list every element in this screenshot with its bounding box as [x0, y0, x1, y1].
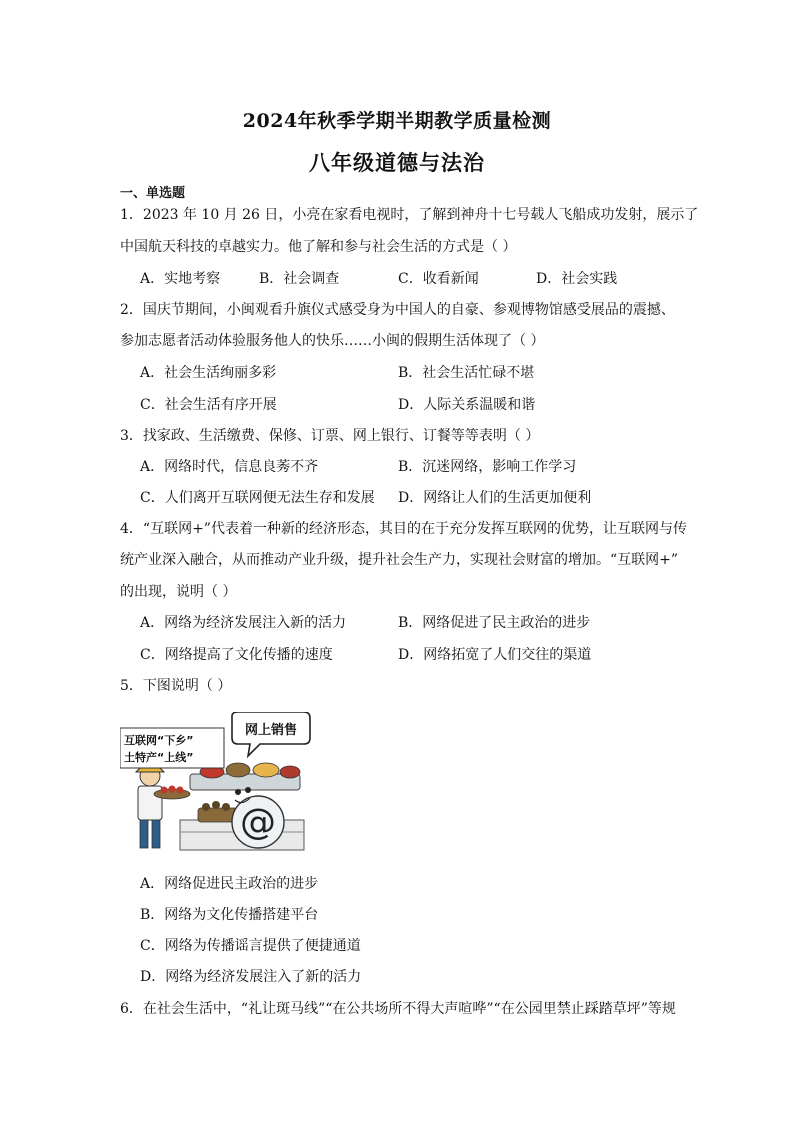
- q3-option-a: A．网络时代，信息良莠不齐: [140, 459, 319, 475]
- q4-option-c: C．网络提高了文化传播的速度: [140, 647, 333, 663]
- question-3-line-1: 3．找家政、生活缴费、保修、订票、网上银行、订餐等等表明（ ）: [120, 428, 540, 444]
- q1-option-d: D．社会实践: [536, 271, 618, 287]
- q1-option-c: C．收看新闻: [398, 271, 479, 287]
- q3-option-d: D．网络让人们的生活更加便利: [398, 490, 592, 506]
- q5-option-b: B．网络为文化传播搭建平台: [140, 907, 319, 923]
- sign-text-line-1: 互联网“下乡”: [124, 734, 194, 747]
- q1-option-a: A．实地考察: [140, 271, 221, 287]
- exam-subtitle: 八年级道德与法治: [309, 150, 485, 175]
- q5-option-c: C．网络为传播谣言提供了便捷通道: [140, 938, 361, 954]
- question-1-line-2: 中国航天科技的卓越实力。他了解和参与社会生活的方式是（ ）: [120, 239, 517, 255]
- question-4-line-1: 4．“互联网+”代表着一种新的经济形态，其目的在于充分发挥互联网的优势，让互联网与传: [120, 521, 687, 537]
- exam-title: 2024年秋季学期半期教学质量检测: [242, 110, 552, 132]
- q2-option-a: A．社会生活绚丽多彩: [140, 365, 277, 381]
- q4-option-d: D．网络拓宽了人们交往的渠道: [398, 647, 592, 663]
- speech-bubble-text: 网上销售: [244, 723, 298, 738]
- q1-option-b: B．社会调查: [259, 271, 340, 287]
- q3-option-b: B．沉迷网络，影响工作学习: [398, 459, 577, 475]
- question-2-line-1: 2．国庆节期间，小闽观看升旗仪式感受身为中国人的自豪、参观博物馆感受展品的震撼、: [120, 302, 675, 318]
- sign-text-line-2: 土特产“上线”: [124, 751, 194, 764]
- question-4-line-3: 的出现，说明（ ）: [120, 584, 237, 600]
- q2-option-c: C．社会生活有序开展: [140, 397, 277, 413]
- question-5-line-1: 5．下图说明（ ）: [120, 678, 232, 694]
- at-sign-icon: @: [240, 802, 276, 843]
- q5-option-d: D．网络为经济发展注入了新的活力: [140, 969, 362, 985]
- question-1-line-1: 1．2023 年 10 月 26 日，小亮在家看电视时，了解到神舟十七号载人飞船成功发射，展示了: [120, 207, 699, 223]
- q3-option-c: C．人们离开互联网便无法生存和发展: [140, 490, 375, 506]
- question-6-line-1: 6．在社会生活中，“礼让斑马线”“在公共场所不得大声喧哗”“在公园里禁止踩踏草坪”等规: [120, 1001, 676, 1017]
- question-4-line-2: 统产业深入融合，从而推动产业升级，提升社会生产力，实现社会财富的增加。“互联网+”: [120, 552, 679, 568]
- q4-option-b: B．网络促进了民主政治的进步: [398, 615, 591, 631]
- q2-option-d: D．人际关系温暖和谐: [398, 397, 536, 413]
- question-2-line-2: 参加志愿者活动体验服务他人的快乐……小闽的假期生活体现了（ ）: [120, 333, 545, 349]
- section-heading: 一、单选题: [120, 186, 186, 201]
- q4-option-a: A．网络为经济发展注入新的活力: [140, 615, 347, 631]
- q2-option-b: B．社会生活忙碌不堪: [398, 365, 535, 381]
- q5-option-a: A．网络促进民主政治的进步: [140, 876, 319, 892]
- cartoon-illustration: [120, 712, 316, 860]
